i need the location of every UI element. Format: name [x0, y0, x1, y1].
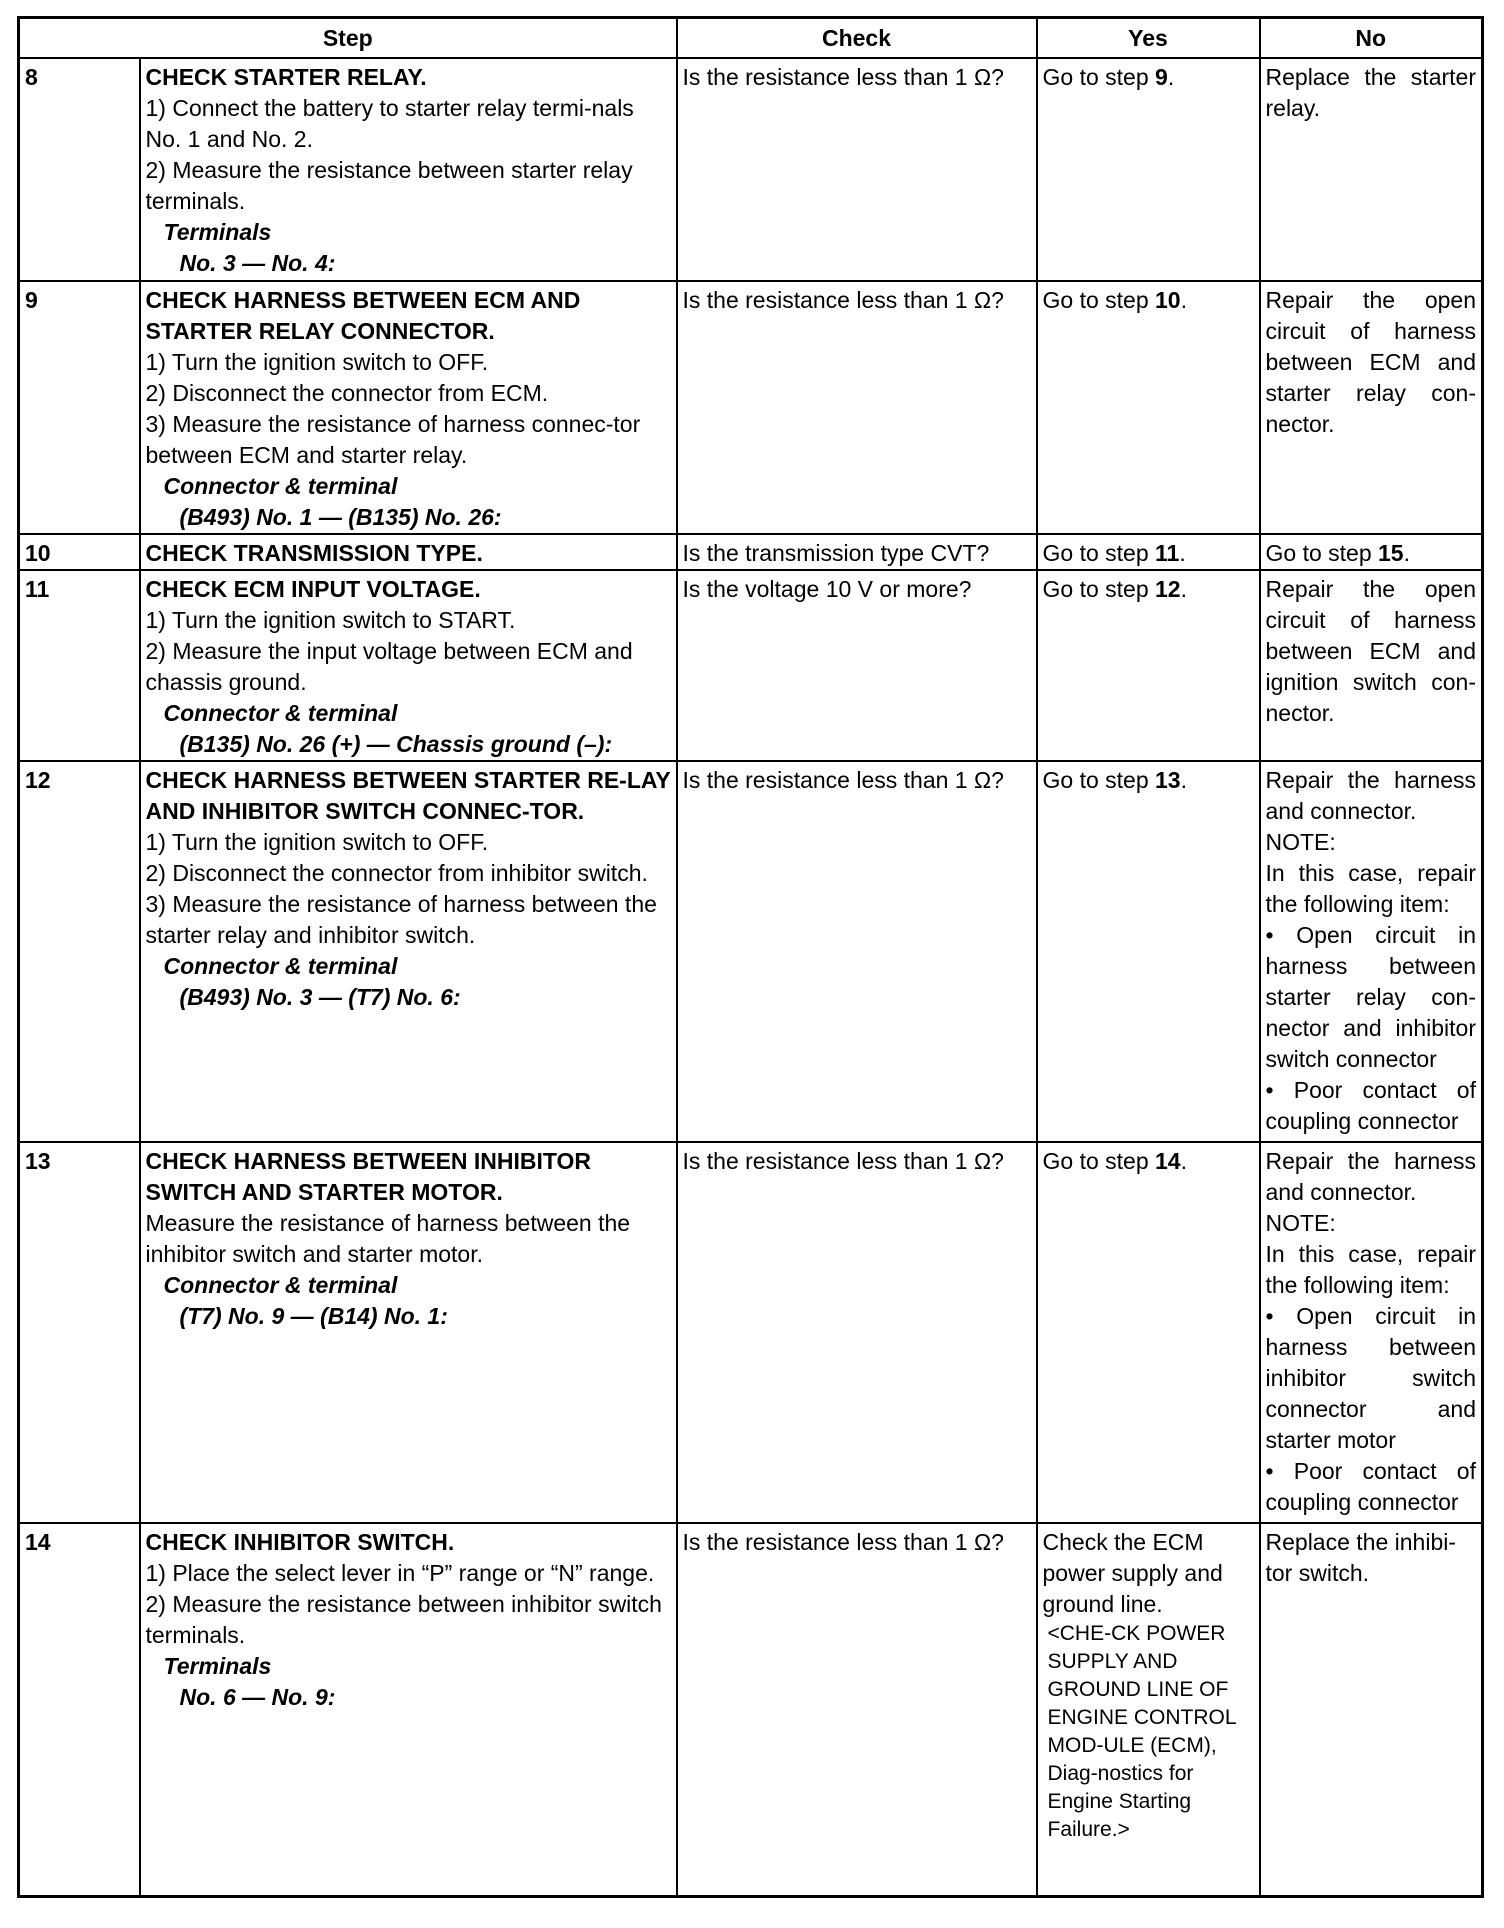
yes-suffix: . — [1167, 64, 1175, 90]
yes-step: 12 — [1155, 576, 1181, 602]
step-number: 10 — [19, 534, 140, 570]
step-title: CHECK STARTER RELAY. — [145, 64, 427, 90]
yes-cell — [1037, 281, 1260, 534]
step-line: 2) Measure the input voltage between ECM and chassis ground. — [145, 638, 633, 695]
no-text: Repair the harness and connector. — [1265, 767, 1476, 824]
table-row — [19, 1142, 1483, 1523]
note-item: • Open circuit in harness between inhibitor switch connector and starter motor — [1265, 1303, 1476, 1453]
table-row — [19, 534, 1483, 570]
step-line: 3) Measure the resistance of harness between the starter relay and inhibitor switch. — [145, 891, 657, 948]
step-cell — [140, 534, 677, 570]
note-label: NOTE: — [1265, 829, 1336, 855]
connector-value: (B135) No. 26 (+) — Chassis ground (–): — [179, 731, 613, 757]
yes-step: 14 — [1155, 1148, 1181, 1174]
table-row — [19, 761, 1483, 1142]
yes-cell — [1037, 1142, 1260, 1523]
header-no: No — [1260, 18, 1483, 59]
yes-cell — [1037, 570, 1260, 761]
yes-text: Check the ECM power supply and ground line. — [1042, 1529, 1223, 1617]
note-text: In this case, repair the following item: — [1265, 1241, 1476, 1298]
yes-suffix: . — [1180, 1148, 1187, 1174]
yes-step: 9 — [1155, 64, 1168, 90]
yes-cell — [1037, 761, 1260, 1142]
terminal-value: No. 6 — No. 9: — [179, 1684, 336, 1710]
step-line: 2) Measure the resistance between inhibitor switch terminals. — [145, 1591, 662, 1648]
no-suffix: . — [1403, 540, 1410, 566]
step-title: CHECK HARNESS BETWEEN INHIBITOR SWITCH AND STARTER MOTOR. — [145, 1148, 592, 1205]
no-cell — [1260, 534, 1483, 570]
diagnostic-table — [17, 16, 1484, 1898]
check-cell: Is the resistance less than 1 Ω? — [677, 58, 1037, 281]
no-cell — [1260, 761, 1483, 1142]
check-cell: Is the resistance less than 1 Ω? — [677, 1523, 1037, 1897]
step-number: 12 — [19, 761, 140, 1142]
no-cell: Repair the open circuit of harness between ECM and starter relay con-nector. — [1260, 281, 1483, 534]
step-cell — [140, 761, 677, 1142]
note-item: • Poor contact of coupling connector — [1265, 1458, 1476, 1515]
yes-prefix: Go to step — [1042, 576, 1156, 602]
table-row — [19, 281, 1483, 534]
no-cell: Replace the inhibi-tor switch. — [1260, 1523, 1483, 1897]
yes-cell — [1037, 58, 1260, 281]
connector-label: Connector & terminal — [163, 953, 398, 979]
step-line: 1) Connect the battery to starter relay termi-nals No. 1 and No. 2. — [145, 95, 634, 152]
check-cell: Is the transmission type CVT? — [677, 534, 1037, 570]
step-line: 2) Measure the resistance between starter relay terminals. — [145, 157, 633, 214]
yes-prefix: Go to step — [1042, 1148, 1156, 1174]
yes-reference-link[interactable]: <CHE-CK POWER SUPPLY AND GROUND LINE OF ENGINE CONTROL MOD-ULE (ECM), Diag-nostics for Engine Starting Failure.> — [1047, 1622, 1236, 1841]
step-title: CHECK TRANSMISSION TYPE. — [145, 540, 483, 566]
step-cell — [140, 570, 677, 761]
yes-step: 13 — [1155, 767, 1181, 793]
step-number: 14 — [19, 1523, 140, 1897]
connector-value: (B493) No. 3 — (T7) No. 6: — [179, 984, 461, 1010]
yes-step: 10 — [1155, 287, 1181, 313]
connector-label: Connector & terminal — [163, 473, 398, 499]
check-cell: Is the resistance less than 1 Ω? — [677, 281, 1037, 534]
step-line: 2) Disconnect the connector from ECM. — [145, 380, 549, 406]
step-line: 1) Turn the ignition switch to OFF. — [145, 829, 489, 855]
note-text: In this case, repair the following item: — [1265, 860, 1476, 917]
step-line: 2) Disconnect the connector from inhibitor switch. — [145, 860, 648, 886]
note-label: NOTE: — [1265, 1210, 1336, 1236]
terminal-label: Terminals — [163, 219, 272, 245]
table-row — [19, 58, 1483, 281]
check-cell: Is the voltage 10 V or more? — [677, 570, 1037, 761]
yes-suffix: . — [1180, 576, 1187, 602]
table-row — [19, 1523, 1483, 1897]
header-yes: Yes — [1037, 18, 1260, 59]
connector-label: Connector & terminal — [163, 1272, 398, 1298]
header-step: Step — [19, 18, 677, 59]
yes-prefix: Go to step — [1042, 287, 1156, 313]
step-cell — [140, 1523, 677, 1897]
note-item: • Open circuit in harness between starter relay con-nector and inhibitor switch connector — [1265, 922, 1476, 1072]
step-number: 8 — [19, 58, 140, 281]
connector-label: Connector & terminal — [163, 700, 398, 726]
step-line: 1) Place the select lever in “P” range or “N” range. — [145, 1560, 655, 1586]
yes-prefix: Go to step — [1042, 540, 1156, 566]
step-line: Measure the resistance of harness between the inhibitor switch and starter motor. — [145, 1210, 631, 1267]
yes-suffix: . — [1179, 540, 1186, 566]
header-check: Check — [677, 18, 1037, 59]
no-cell — [1260, 1142, 1483, 1523]
yes-suffix: . — [1180, 767, 1187, 793]
no-cell: Replace the starter relay. — [1260, 58, 1483, 281]
header-row — [19, 18, 1483, 59]
terminal-label: Terminals — [163, 1653, 272, 1679]
no-text: Repair the harness and connector. — [1265, 1148, 1476, 1205]
yes-prefix: Go to step — [1042, 64, 1156, 90]
step-title: CHECK HARNESS BETWEEN ECM AND STARTER RELAY CONNECTOR. — [145, 287, 581, 344]
yes-step: 11 — [1155, 540, 1180, 566]
no-step: 15 — [1378, 540, 1404, 566]
table-row — [19, 570, 1483, 761]
check-cell: Is the resistance less than 1 Ω? — [677, 761, 1037, 1142]
step-line: 1) Turn the ignition switch to START. — [145, 607, 516, 633]
yes-prefix: Go to step — [1042, 767, 1156, 793]
step-number: 11 — [19, 570, 140, 761]
step-number: 13 — [19, 1142, 140, 1523]
connector-value: (T7) No. 9 — (B14) No. 1: — [179, 1303, 448, 1329]
step-title: CHECK HARNESS BETWEEN STARTER RE-LAY AND INHIBITOR SWITCH CONNEC-TOR. — [145, 767, 671, 824]
no-prefix: Go to step — [1265, 540, 1379, 566]
yes-cell — [1037, 534, 1260, 570]
terminal-value: No. 3 — No. 4: — [179, 250, 336, 276]
no-cell: Repair the open circuit of harness between ECM and ignition switch con-nector. — [1260, 570, 1483, 761]
check-cell: Is the resistance less than 1 Ω? — [677, 1142, 1037, 1523]
step-title: CHECK INHIBITOR SWITCH. — [145, 1529, 455, 1555]
yes-suffix: . — [1180, 287, 1187, 313]
step-title: CHECK ECM INPUT VOLTAGE. — [145, 576, 481, 602]
step-line: 1) Turn the ignition switch to OFF. — [145, 349, 489, 375]
step-cell — [140, 58, 677, 281]
step-number: 9 — [19, 281, 140, 534]
yes-cell — [1037, 1523, 1260, 1897]
step-cell — [140, 281, 677, 534]
step-line: 3) Measure the resistance of harness connec-tor between ECM and starter relay. — [145, 411, 641, 468]
step-cell — [140, 1142, 677, 1523]
connector-value: (B493) No. 1 — (B135) No. 26: — [179, 504, 502, 530]
note-item: • Poor contact of coupling connector — [1265, 1077, 1476, 1134]
